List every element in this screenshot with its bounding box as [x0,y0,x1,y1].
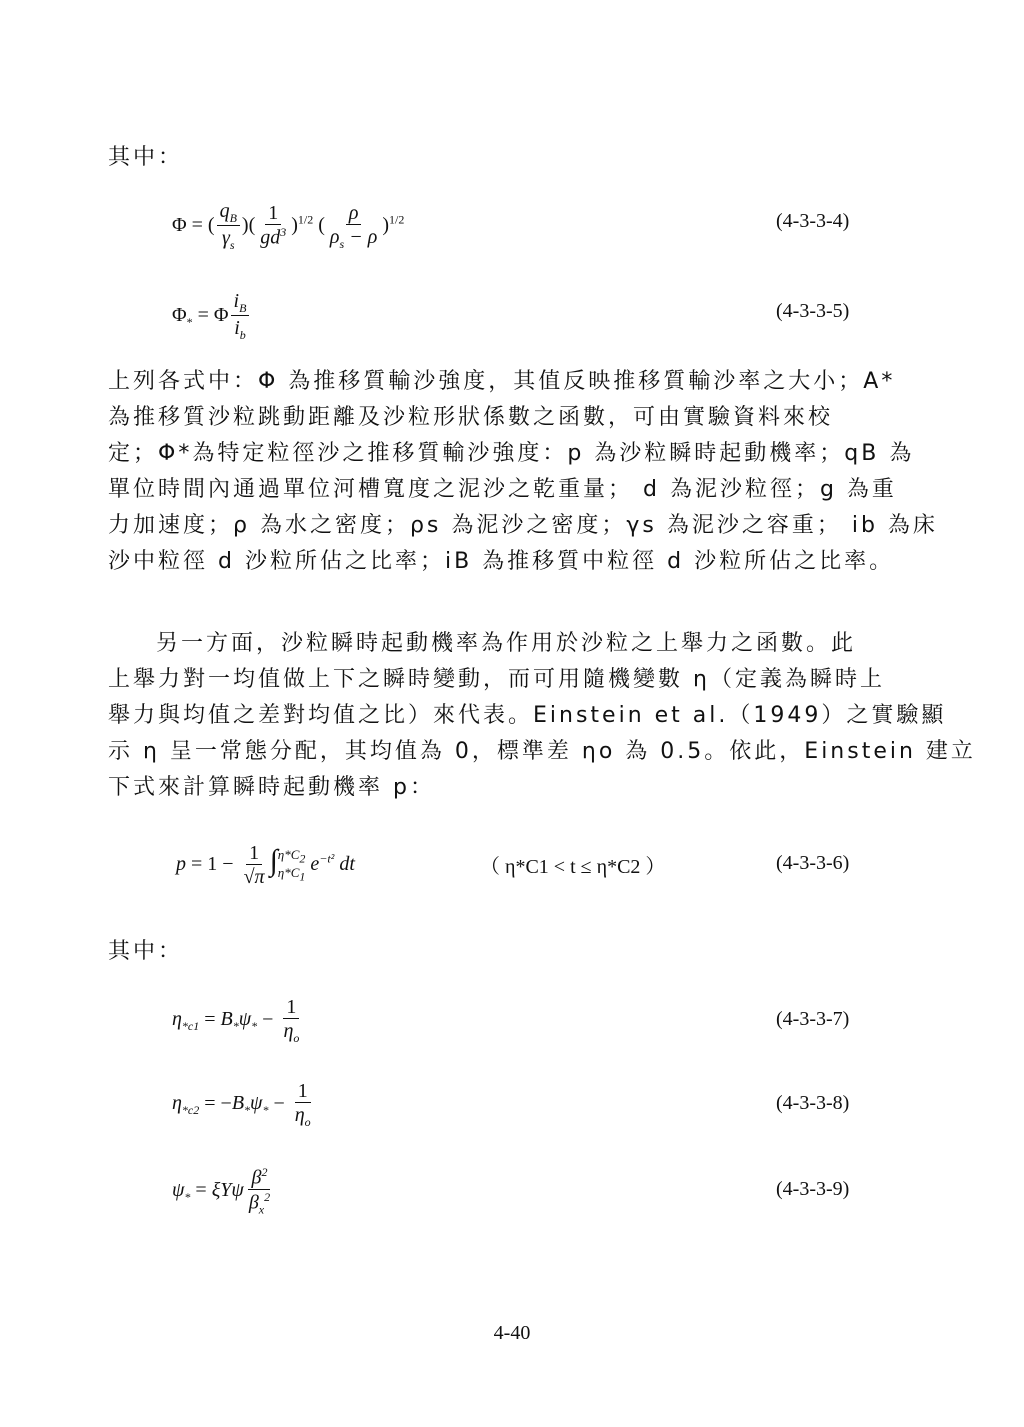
eq-number-2: (4-3-3-5) [776,300,850,322]
eq-number-5: (4-3-3-8) [776,1092,850,1114]
label-where-top: 其中： [108,145,184,170]
text-line: 單位時間內通過單位河槽寬度之泥沙之乾重量； d 為泥沙粒徑；g 為重 [108,477,897,502]
text-line: 沙中粒徑 d 沙粒所佔之比率；iB 為推移質中粒徑 d 沙粒所佔之比率。 [108,549,895,574]
text-line: 舉力與均值之差對均值之比）來代表。Einstein et al.（1949）之實驗顯 [108,703,947,728]
equation-eta-c2: $\eta_{*c2} = -B_*\psi_*$ − $\frac{1}{\eta_o}$ [172,1080,311,1129]
equation-phi: Φ = ( $\frac{q_B}{\gamma_s}$ )( $\frac{1}{gd^3}$ )$^{1/2}$ ( $\frac{\rho}{\rho_s - \rho}$ )$^{1/2}$ [172,200,405,253]
eq-number-6: (4-3-3-9) [776,1178,850,1200]
paragraph-definitions [108,364,938,580]
text-line: 示 η 呈一常態分配，其均值為 0，標準差 ηo 為 0.5。依此，Einstein 建立 [108,739,976,764]
eq-number-1: (4-3-3-4) [776,210,850,232]
equation-psi-star: $\psi_* = \xi Y\psi$ $\frac{\beta^2}{\beta_x^2}$ [172,1165,271,1217]
eq-number-4: (4-3-3-7) [776,1008,850,1030]
text-line: 上列各式中：Φ 為推移質輸沙強度，其值反映推移質輸沙率之大小；A* [108,369,896,394]
label-where-mid: 其中： [108,939,184,964]
equation-range: （ η*C1 < t ≤ η*C2 ） [480,856,666,878]
text-line: 上舉力對一均值做上下之瞬時變動，而可用隨機變數 η（定義為瞬時上 [108,667,885,692]
equation-eta-c1: $\eta_{*c1} = B_*\psi_*$ − $\frac{1}{\eta_o}$ [172,996,300,1045]
text-line: 力加速度；ρ 為水之密度；ρs 為泥沙之密度；γs 為泥沙之容重； ib 為床 [108,513,938,538]
eq-number-3: (4-3-3-6) [776,852,850,874]
text-line: 下式來計算瞬時起動機率 p： [108,775,435,800]
paragraph-lift-force [108,626,976,806]
page-number: 4-40 [493,1322,531,1344]
equation-probability: p = 1 − $\frac{1}{√\pi}$ ∫ $\eta*C_2$ $\eta*C_1$ $e^{-t^2}$ dt [176,842,355,888]
text-line: 另一方面，沙粒瞬時起動機率為作用於沙粒之上舉力之函數。此 [156,631,857,656]
text-line: 為推移質沙粒跳動距離及沙粒形狀係數之函數，可由實驗資料來校 [108,405,834,430]
text-line: 定；Φ*為特定粒徑沙之推移質輸沙強度：p 為沙粒瞬時起動機率；qB 為 [108,441,915,466]
equation-phi-star: $\Phi_* = \Phi$ $\frac{i_B}{i_b}$ [172,290,251,343]
